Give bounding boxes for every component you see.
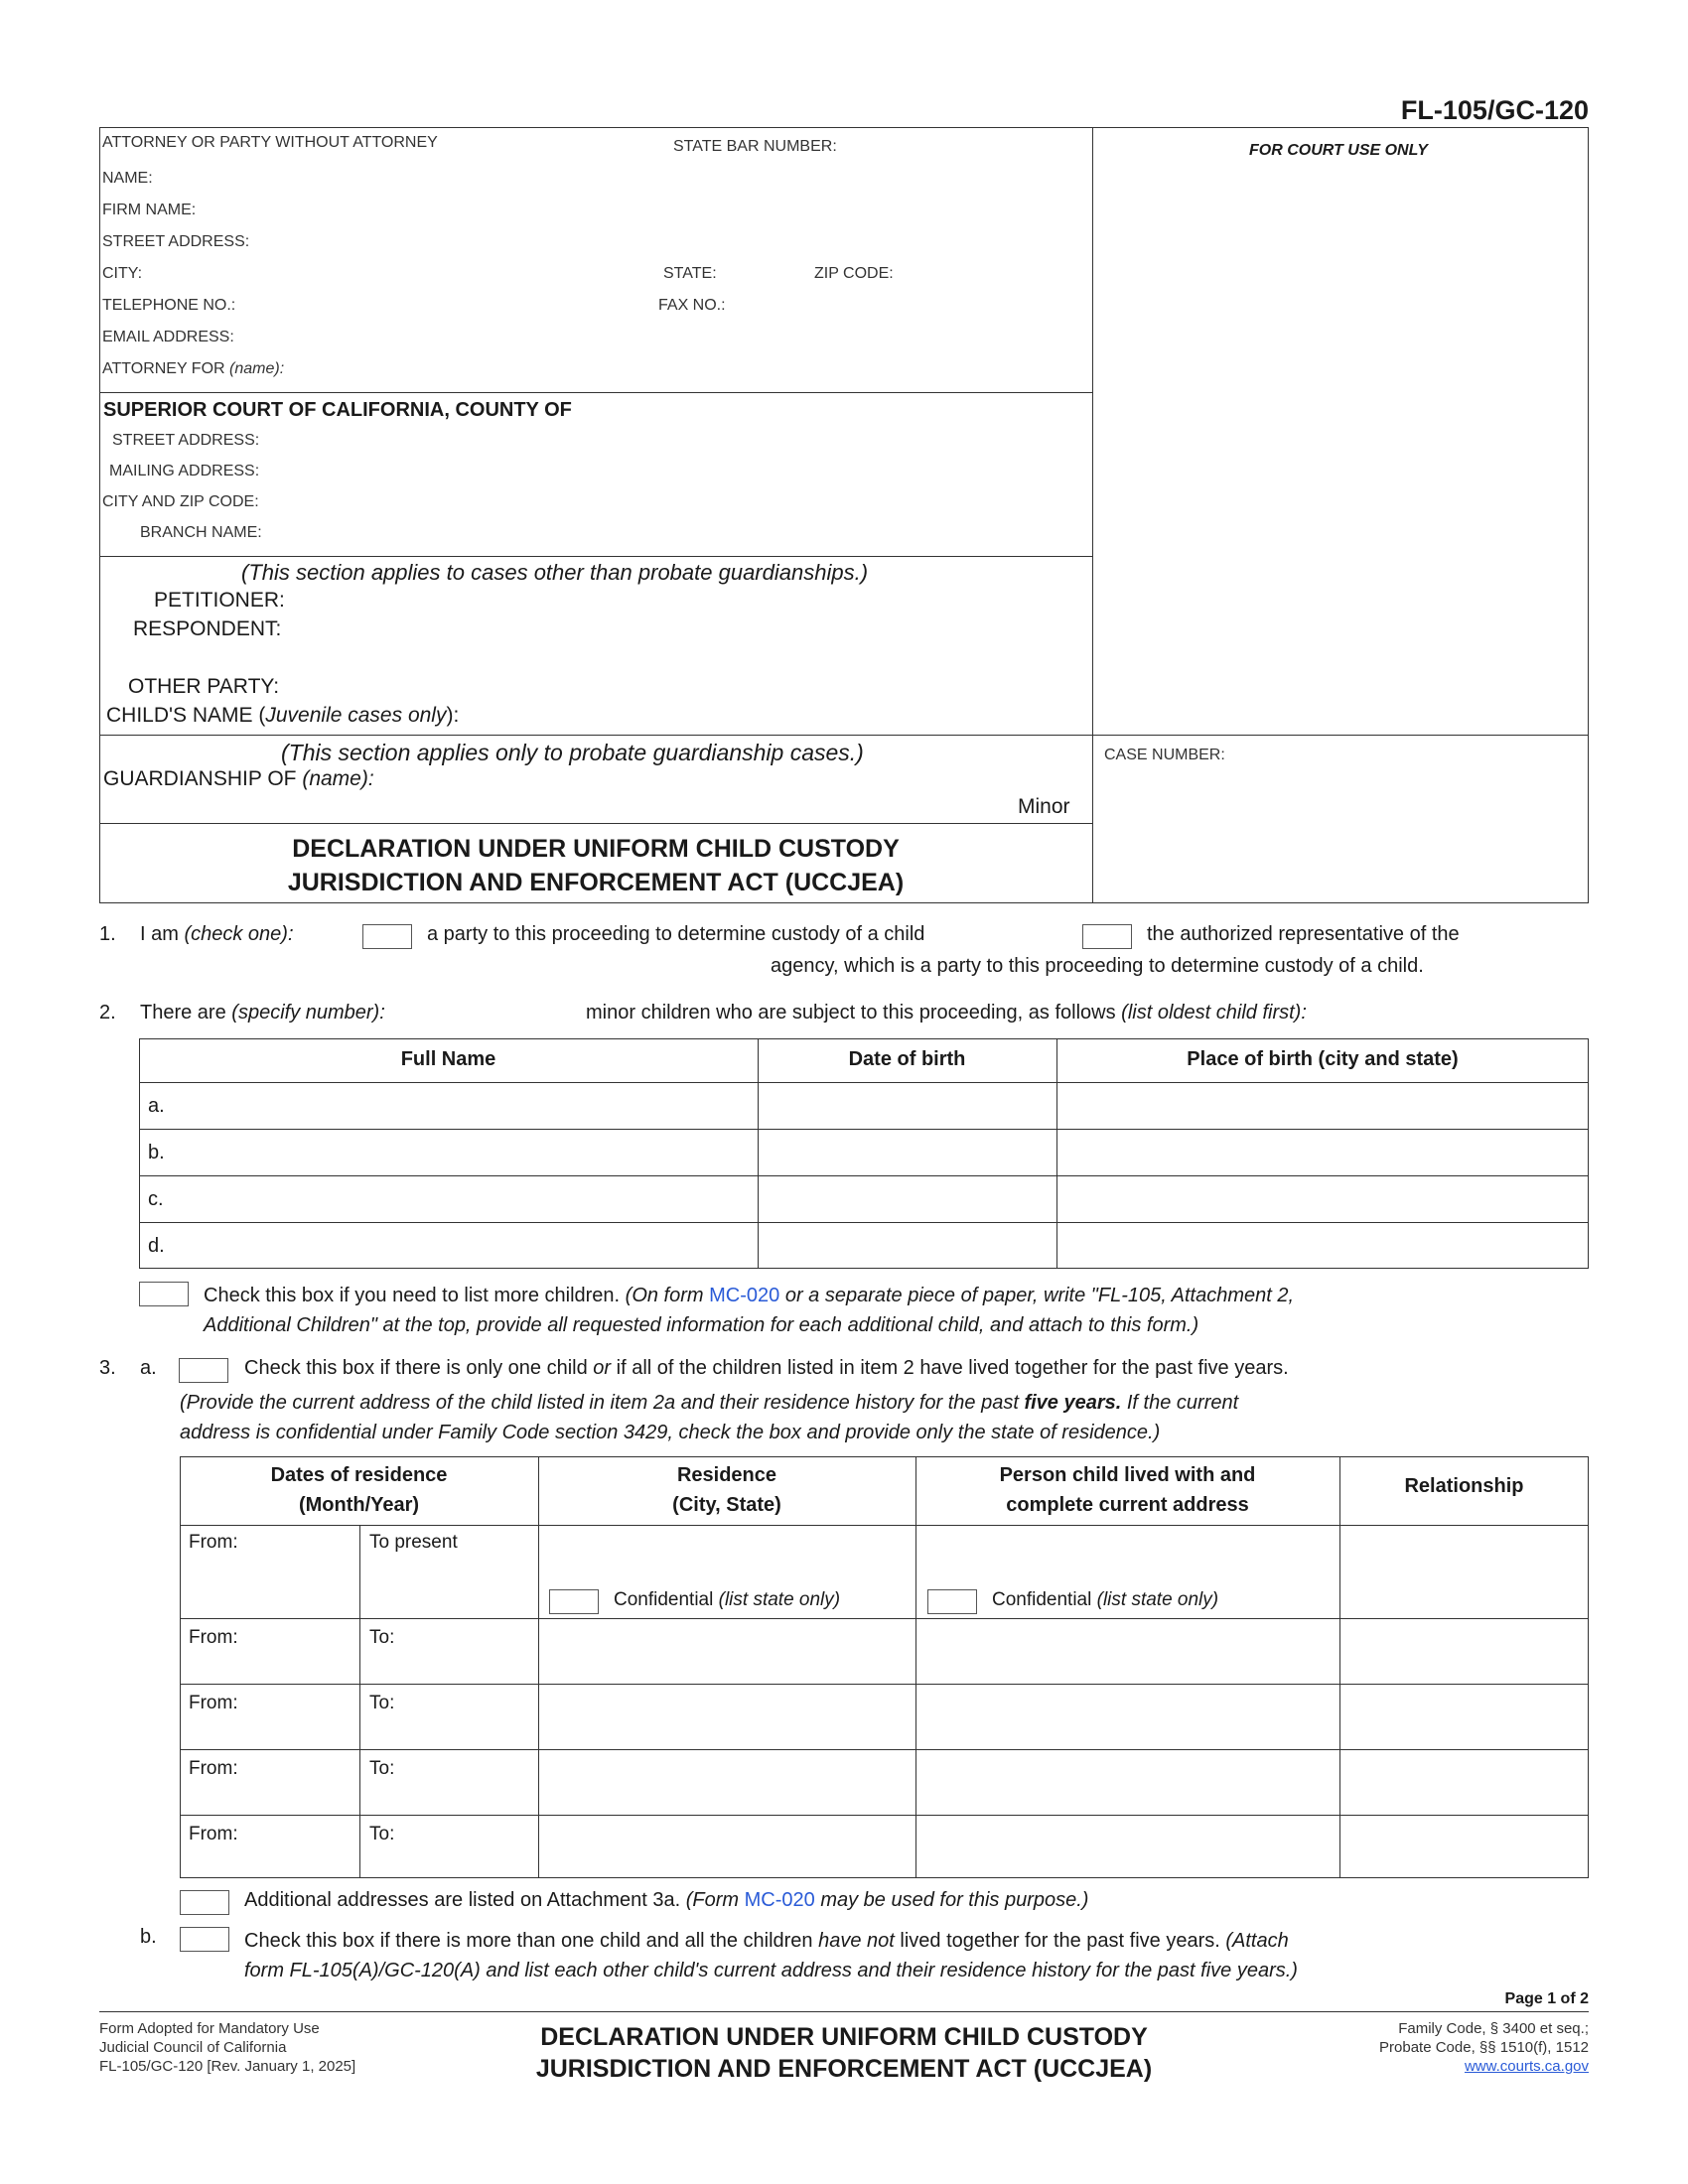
item3b-letter: b. bbox=[140, 1926, 157, 1948]
item1-option-representative: the authorized representative of the bbox=[1147, 923, 1460, 945]
attorney-for-label: ATTORNEY FOR (name): bbox=[102, 360, 285, 377]
mc-020-link[interactable]: MC-020 bbox=[709, 1285, 780, 1306]
from-label-5: From: bbox=[189, 1824, 238, 1844]
item2-number: 2. bbox=[99, 1002, 116, 1024]
item1-option-representative-cont: agency, which is a party to this proceeding to determine custody of a child. bbox=[771, 955, 1424, 977]
for-court-use-only: FOR COURT USE ONLY bbox=[1249, 142, 1428, 159]
page-number: Page 1 of 2 bbox=[1504, 1990, 1589, 2007]
mc-020-link-3a[interactable]: MC-020 bbox=[744, 1889, 815, 1911]
col-relationship: Relationship bbox=[1404, 1475, 1524, 1497]
item2-lead: There are (specify number): bbox=[140, 1002, 385, 1024]
item1-option-party: a party to this proceeding to determine custody of a child bbox=[427, 923, 925, 945]
col-date-of-birth: Date of birth bbox=[848, 1048, 966, 1070]
childs-name-label: CHILD'S NAME (Juvenile cases only): bbox=[106, 704, 460, 727]
city-label: CITY: bbox=[102, 265, 143, 282]
item1-number: 1. bbox=[99, 923, 116, 945]
to-label-4: To: bbox=[369, 1758, 395, 1779]
item3a-letter: a. bbox=[140, 1357, 157, 1379]
residence-confidential-label: Confidential (list state only) bbox=[614, 1589, 841, 1610]
item3b-text: Check this box if there is more than one child and all the children have not lived together for the past five years. (Attach form FL-105(A)/GC-120(A) and list each other child's current address and their residence history for the past five years.) bbox=[244, 1930, 1298, 1981]
item3-number: 3. bbox=[99, 1357, 116, 1379]
parties-note: (This section applies to cases other than probate guardianships.) bbox=[241, 560, 869, 585]
more-children-text: Check this box if you need to list more children. (On form MC-020 or a separate piece of paper, write "FL-105, Attachment 2, Additional Children" at the top, provide all requested information for each additional child, and attach to this form.) bbox=[204, 1285, 1295, 1336]
col-residence: Residence (City, State) bbox=[672, 1464, 781, 1516]
col-place-of-birth: Place of birth (city and state) bbox=[1187, 1048, 1459, 1070]
residence-confidential-checkbox[interactable] bbox=[549, 1589, 599, 1614]
telephone-label: TELEPHONE NO.: bbox=[102, 297, 236, 314]
col-full-name: Full Name bbox=[400, 1048, 496, 1070]
court-mailing-address: MAILING ADDRESS: bbox=[109, 463, 260, 479]
firm-name-label: FIRM NAME: bbox=[102, 202, 197, 218]
footer-codes: Family Code, § 3400 et seq.; Probate Code, §§ 1510(f), 1512 www.courts.ca.gov bbox=[1379, 2020, 1589, 2075]
to-label-2: To: bbox=[369, 1627, 395, 1648]
child-row-c: c. bbox=[148, 1188, 164, 1210]
to-label-5: To: bbox=[369, 1824, 395, 1844]
form-title: DECLARATION UNDER UNIFORM CHILD CUSTODY JURISDICTION AND ENFORCEMENT ACT (UCCJEA) bbox=[287, 835, 905, 896]
more-than-one-child-checkbox[interactable] bbox=[180, 1927, 229, 1952]
respondent-label: RESPONDENT: bbox=[133, 617, 282, 640]
guardianship-note: (This section applies only to probate guardianship cases.) bbox=[281, 740, 864, 765]
state-bar-number-label: STATE BAR NUMBER: bbox=[673, 138, 837, 155]
state-label: STATE: bbox=[663, 265, 717, 282]
fax-label: FAX NO.: bbox=[658, 297, 726, 314]
minor-label: Minor bbox=[1018, 795, 1070, 818]
zip-code-label: ZIP CODE: bbox=[814, 265, 894, 282]
from-label-1: From: bbox=[189, 1532, 238, 1553]
footer-title: DECLARATION UNDER UNIFORM CHILD CUSTODY JURISDICTION AND ENFORCEMENT ACT (UCCJEA) bbox=[535, 2023, 1153, 2083]
courts-website-link[interactable]: www.courts.ca.gov bbox=[1464, 2058, 1589, 2075]
guardianship-label: GUARDIANSHIP OF (name): bbox=[103, 767, 374, 790]
court-title: SUPERIOR COURT OF CALIFORNIA, COUNTY OF bbox=[103, 399, 572, 421]
from-label-3: From: bbox=[189, 1693, 238, 1713]
street-address-label: STREET ADDRESS: bbox=[102, 233, 250, 250]
col-person-lived-with: Person child lived with and complete current address bbox=[999, 1464, 1256, 1516]
footer-adoption: Form Adopted for Mandatory Use Judicial Council of California FL-105/GC-120 [Rev. January 1, 2025] bbox=[99, 2020, 356, 2075]
party-checkbox[interactable] bbox=[362, 924, 412, 949]
more-children-checkbox[interactable] bbox=[139, 1282, 189, 1306]
case-number-label: CASE NUMBER: bbox=[1104, 747, 1225, 763]
person-confidential-label: Confidential (list state only) bbox=[992, 1589, 1219, 1610]
email-label: EMAIL ADDRESS: bbox=[102, 329, 234, 345]
attorney-or-party-label: ATTORNEY OR PARTY WITHOUT ATTORNEY bbox=[102, 134, 438, 151]
child-row-a: a. bbox=[148, 1095, 165, 1117]
person-confidential-checkbox[interactable] bbox=[927, 1589, 977, 1614]
one-child-checkbox[interactable] bbox=[179, 1358, 228, 1383]
court-street-address: STREET ADDRESS: bbox=[112, 432, 260, 449]
form-number: FL-105/GC-120 bbox=[1400, 95, 1589, 125]
name-label: NAME: bbox=[102, 170, 153, 187]
child-row-d: d. bbox=[148, 1235, 165, 1257]
other-party-label: OTHER PARTY: bbox=[128, 675, 280, 698]
additional-addresses-checkbox[interactable] bbox=[180, 1890, 229, 1915]
representative-checkbox[interactable] bbox=[1082, 924, 1132, 949]
petitioner-label: PETITIONER: bbox=[154, 589, 285, 612]
child-row-b: b. bbox=[148, 1142, 165, 1163]
col-dates-of-residence: Dates of residence (Month/Year) bbox=[270, 1464, 448, 1516]
item3a-text: Check this box if there is only one child or if all of the children listed in item 2 have lived together for the past five years. bbox=[244, 1357, 1289, 1379]
children-table bbox=[139, 1038, 1589, 1269]
court-city-zip: CITY AND ZIP CODE: bbox=[102, 493, 259, 510]
item1-lead: I am (check one): bbox=[140, 923, 294, 945]
item3a-instructions: (Provide the current address of the child listed in item 2a and their residence history for the past five years. If the current address is confidential under Family Code section 3429, check the box and provide only the state of residence.) bbox=[180, 1392, 1239, 1443]
item2-rest: minor children who are subject to this proceeding, as follows (list oldest child first): bbox=[586, 1002, 1307, 1024]
from-label-2: From: bbox=[189, 1627, 238, 1648]
additional-addresses-text: Additional addresses are listed on Attachment 3a. (Form MC-020 may be used for this purpose.) bbox=[244, 1889, 1089, 1911]
to-label-3: To: bbox=[369, 1693, 395, 1713]
from-label-4: From: bbox=[189, 1758, 238, 1779]
court-branch-name: BRANCH NAME: bbox=[140, 524, 262, 541]
to-present-label: To present bbox=[369, 1532, 458, 1553]
